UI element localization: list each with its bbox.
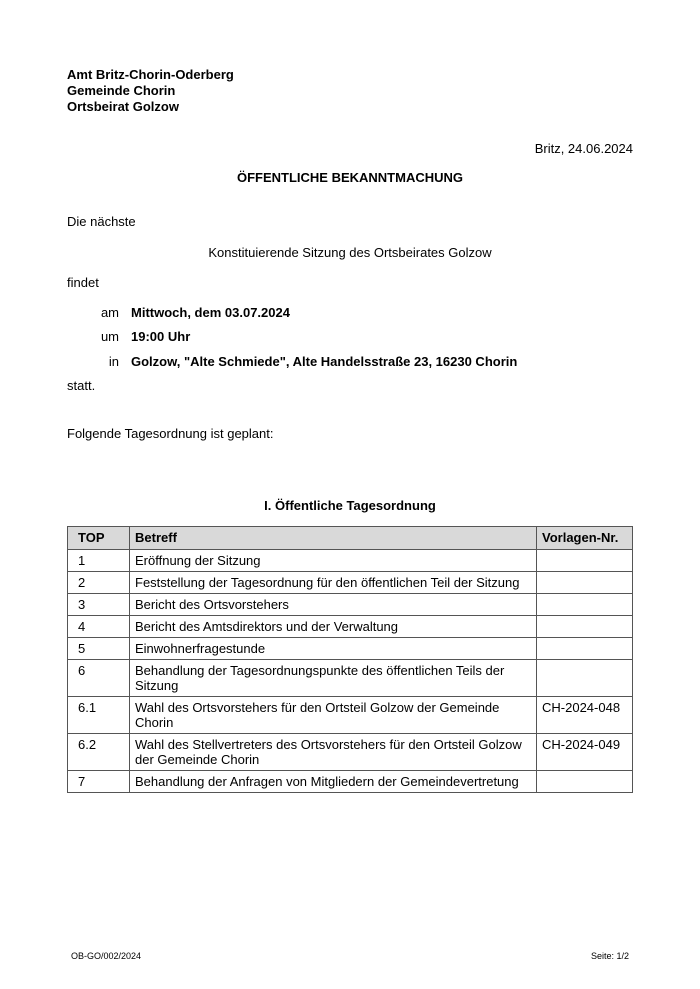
- detail-value: Mittwoch, dem 03.07.2024: [131, 305, 290, 320]
- cell-vorlage: CH-2024-049: [537, 734, 633, 771]
- header-vorlagen: Vorlagen-Nr.: [537, 527, 633, 550]
- section-title: I. Öffentliche Tagesordnung: [264, 498, 436, 513]
- cell-vorlage: [537, 550, 633, 572]
- detail-value: 19:00 Uhr: [131, 329, 191, 344]
- cell-top: 6: [68, 660, 130, 697]
- agenda-table: [67, 526, 633, 793]
- cell-betreff: Wahl des Ortsvorstehers für den Ortsteil Golzow der Gemeinde Chorin: [130, 697, 537, 734]
- table-row: [68, 616, 633, 638]
- statt-text: statt.: [67, 378, 96, 393]
- cell-top: 2: [68, 572, 130, 594]
- org-line-municipality: Gemeinde Chorin: [67, 83, 176, 98]
- intro-text: Die nächste: [67, 214, 136, 229]
- cell-vorlage: CH-2024-048: [537, 697, 633, 734]
- findet-text: findet: [67, 275, 99, 290]
- table-row: [68, 734, 633, 771]
- detail-label: um: [100, 329, 119, 344]
- date-line: Britz, 24.06.2024: [534, 141, 633, 156]
- table-row: [68, 638, 633, 660]
- cell-vorlage: [537, 771, 633, 793]
- cell-betreff: Bericht des Amtsdirektors und der Verwaltung: [130, 616, 537, 638]
- cell-top: 6.2: [68, 734, 130, 771]
- detail-time: [67, 329, 190, 344]
- cell-betreff: Behandlung der Anfragen von Mitgliedern der Gemeindevertretung: [130, 771, 537, 793]
- detail-date: [67, 305, 290, 320]
- meeting-name: Konstituierende Sitzung des Ortsbeirates Golzow: [208, 245, 492, 260]
- table-header-row: [68, 527, 633, 550]
- footer-page-number: Seite: 1/2: [590, 951, 629, 961]
- table-row: [68, 572, 633, 594]
- org-line-council: Ortsbeirat Golzow: [67, 99, 179, 114]
- org-line-office: Amt Britz-Chorin-Oderberg: [67, 67, 234, 82]
- table-row: [68, 697, 633, 734]
- cell-betreff: Eröffnung der Sitzung: [130, 550, 537, 572]
- detail-label: in: [108, 354, 119, 369]
- document-title: ÖFFENTLICHE BEKANNTMACHUNG: [236, 170, 464, 185]
- cell-betreff: Einwohnerfragestunde: [130, 638, 537, 660]
- cell-betreff: Wahl des Stellvertreters des Ortsvorstehers für den Ortsteil Golzow der Gemeinde Chorin: [130, 734, 537, 771]
- agenda-intro: Folgende Tagesordnung ist geplant:: [67, 426, 274, 441]
- cell-top: 5: [68, 638, 130, 660]
- table-row: [68, 660, 633, 697]
- cell-top: 1: [68, 550, 130, 572]
- table-row: [68, 771, 633, 793]
- header-top: TOP: [68, 527, 130, 550]
- cell-vorlage: [537, 616, 633, 638]
- cell-top: 4: [68, 616, 130, 638]
- cell-vorlage: [537, 660, 633, 697]
- detail-label: am: [100, 305, 119, 320]
- cell-vorlage: [537, 638, 633, 660]
- header-betreff: Betreff: [130, 527, 537, 550]
- detail-location: [67, 354, 517, 369]
- cell-vorlage: [537, 572, 633, 594]
- cell-vorlage: [537, 594, 633, 616]
- cell-betreff: Bericht des Ortsvorstehers: [130, 594, 537, 616]
- footer-document-number: OB-GO/002/2024: [71, 951, 142, 961]
- cell-top: 7: [68, 771, 130, 793]
- table-row: [68, 594, 633, 616]
- cell-top: 3: [68, 594, 130, 616]
- table-row: [68, 550, 633, 572]
- cell-top: 6.1: [68, 697, 130, 734]
- detail-value: Golzow, "Alte Schmiede", Alte Handelsstraße 23, 16230 Chorin: [131, 354, 518, 369]
- organization-header: [67, 67, 234, 115]
- cell-betreff: Behandlung der Tagesordnungspunkte des öffentlichen Teils der Sitzung: [130, 660, 537, 697]
- cell-betreff: Feststellung der Tagesordnung für den öffentlichen Teil der Sitzung: [130, 572, 537, 594]
